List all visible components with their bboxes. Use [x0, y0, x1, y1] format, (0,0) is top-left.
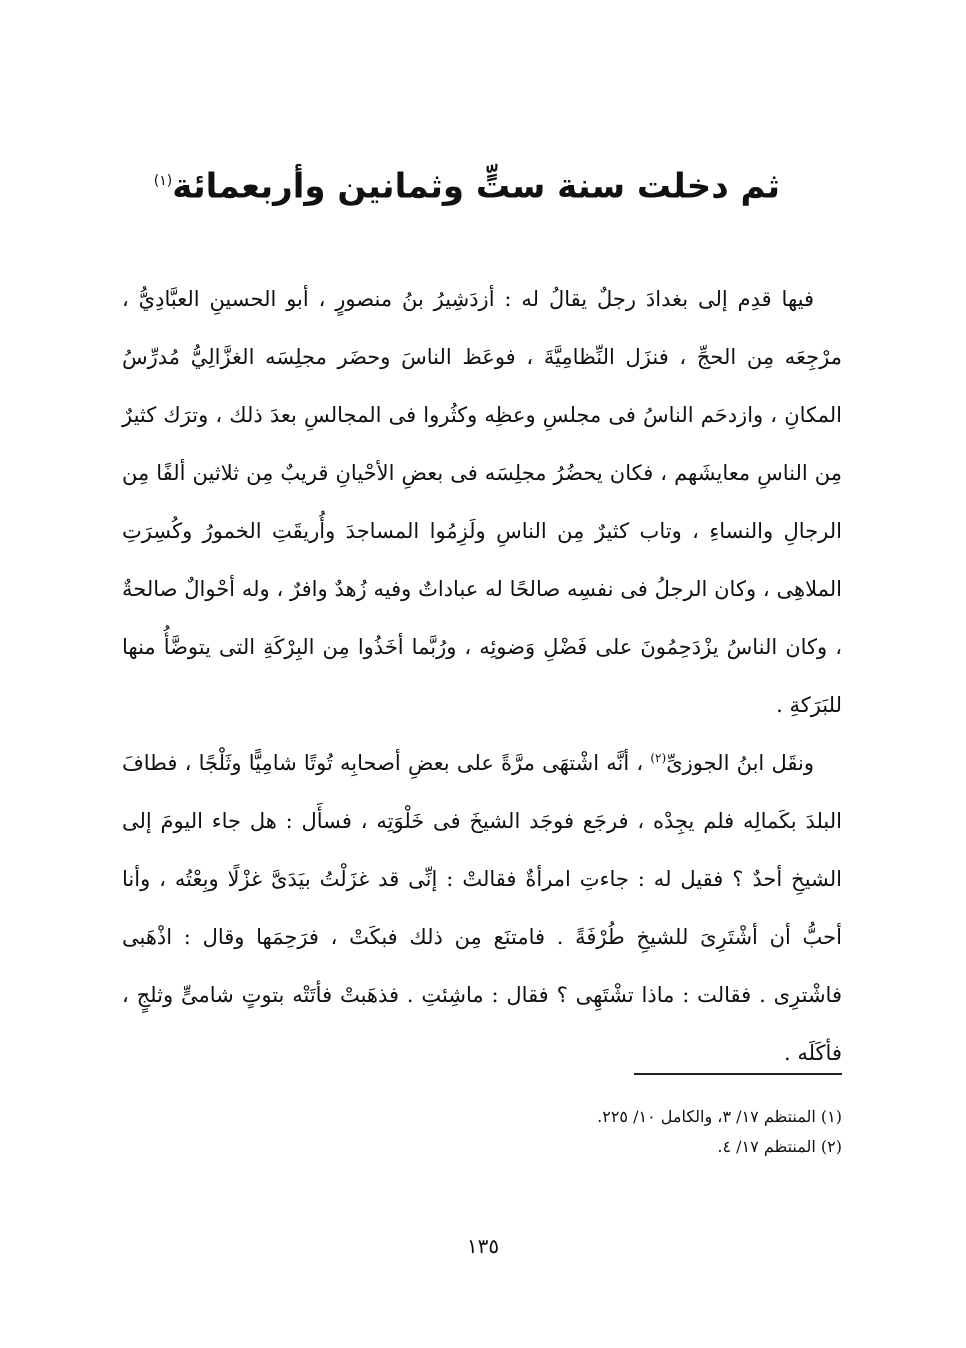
footnote-2: (٢) المنتظم ١٧/ ٤. — [717, 1137, 842, 1156]
paragraph-1-text: فيها قدِم إلى بغدادَ رجلٌ يقالُ له : أزدَشِيرُ بنُ منصورٍ ، أبو الحسينِ العبَّادِيُّ ، مرْجِعَه مِن الحجِّ ، فنزَل النِّظامِيَّةَ ، فوعَظ الناسَ وحضَر مجلِسَه الغزَّالِيُّ مُدرِّسُ المكانِ ، وازدحَم الناسُ فى مجلسِ وعظِه وكثُروا فى المجالسِ بعدَ ذلك ، وترَك كثيرٌ مِن الناسِ معايشَهم ، فكان يحضُرُ مجلِسَه فى بعضِ الأحْيانِ قريبٌ مِن ثلاثين ألفًا مِن الرجالِ والنساءِ ، وتاب كثيرٌ مِن الناسِ ولَزِمُوا المساجدَ وأُريقَتِ الخمورُ وكُسِرَتِ الملاهِى ، وكان الرجلُ فى نفسِه صالحًا له عباداتٌ وفيه زُهدٌ وافرٌ ، وله أحْوالٌ صالحةٌ ، وكان الناسُ يزْدَحِمُونَ على فَضْلِ وَضوئِه ، ورُبَّما أخَذُوا مِن البِرْكَةِ التى يتوضَّأُ منها للبَرَكةِ . — [122, 287, 842, 717]
chapter-title: ثم دخلت سنة ستٍّ وثمانين وأربعمائة — [172, 166, 780, 207]
heading-footnote-ref: (١) — [153, 172, 173, 189]
footnote-divider — [634, 1073, 842, 1075]
paragraph-1 — [122, 270, 842, 734]
footnote-1: (١) المنتظم ١٧/ ٣، والكامل ١٠/ ٢٢٥. — [597, 1107, 842, 1126]
paragraph-2-footnote-ref: (٢) — [650, 751, 667, 765]
footnotes — [122, 1102, 842, 1162]
main-text — [122, 270, 842, 1082]
chapter-heading — [153, 153, 780, 214]
paragraph-2 — [122, 734, 842, 1082]
paragraph-2-text-start: ونقَل ابنُ الجوزىِّ — [666, 751, 814, 775]
paragraph-2-text-rest: ، أنَّه اشْتهَى مرَّةً على بعضِ أصحابِه تُوتًا شامِيًّا وثَلْجًا ، فطافَ البلدَ بكَمالِه فلم يجِدْه ، فرجَع فوجَد الشيخَ فى خَلْوَتِه ، فسأَل : هل جاء اليومَ إلى الشيخِ أحدٌ ؟ فقيل له : جاءتِ امرأةٌ فقالتْ : إنِّى قد غزَلْتُ بيَدَىَّ غزْلًا وبِعْتُه ، وأنا أحبُّ أن أشْتَرِىَ للشيخِ طُرْفَةً . فامتنَع مِن ذلك فبكَتْ ، فرَحِمَها وقال : اذْهَبى فاشْترِى . فقالت : ماذا تشْتَهِى ؟ فقال : ماشِئتِ . فذهَبتْ فأتَتْه بتوتٍ شامىٍّ وثلجٍ ، فأكَلَه . — [122, 751, 842, 1065]
page-number: ١٣٥ — [466, 1234, 500, 1258]
